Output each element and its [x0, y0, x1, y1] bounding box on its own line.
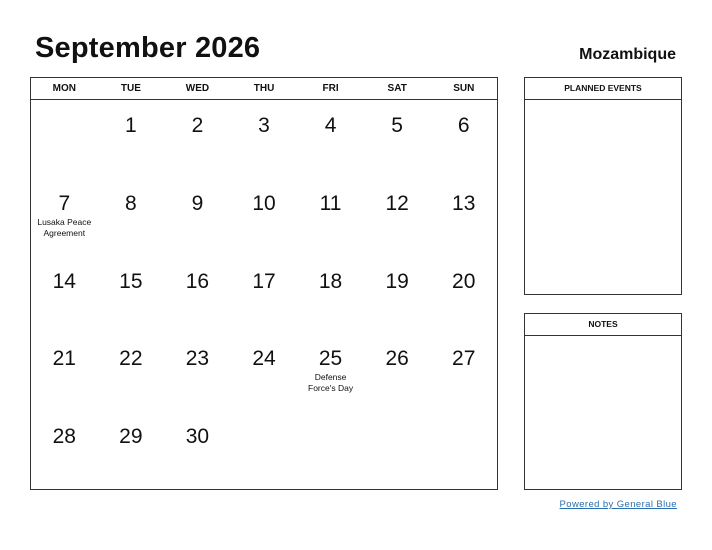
- country-label: Mozambique: [579, 46, 676, 63]
- day-cell: [364, 256, 431, 333]
- day-number: 27: [452, 347, 476, 370]
- day-cell: [31, 178, 98, 256]
- day-number: 24: [252, 347, 276, 370]
- day-cell: [430, 411, 497, 489]
- day-number: 17: [252, 270, 276, 293]
- day-cell: [297, 256, 364, 333]
- weekday-sun: SUN: [453, 83, 475, 94]
- day-cell: [31, 256, 98, 333]
- day-number: 7: [58, 192, 71, 215]
- day-cell: [297, 100, 364, 178]
- day-cell: [98, 411, 165, 489]
- day-number: 25: [318, 347, 343, 370]
- day-number: 5: [391, 114, 403, 137]
- day-cell: [164, 333, 231, 411]
- day-cell: [98, 333, 165, 411]
- day-number: 20: [452, 270, 476, 293]
- day-cell: [164, 100, 231, 178]
- day-number: 18: [318, 270, 343, 293]
- day-cell: [364, 178, 431, 256]
- day-cell: [364, 411, 431, 489]
- day-number: 10: [252, 192, 276, 215]
- day-number: 8: [125, 192, 137, 215]
- day-cell: [297, 178, 364, 256]
- day-cell: [231, 178, 298, 256]
- day-number: 3: [258, 114, 270, 137]
- planned-events-panel: [524, 77, 682, 295]
- day-cell: [164, 256, 231, 333]
- day-number: 14: [52, 270, 76, 293]
- day-cell: [430, 178, 497, 256]
- day-number: 13: [452, 192, 476, 215]
- day-number: 12: [385, 192, 409, 215]
- day-cell: [430, 333, 497, 411]
- day-number: 29: [119, 425, 143, 448]
- day-number: 15: [119, 270, 143, 293]
- day-number: 16: [185, 270, 210, 293]
- day-number: 4: [324, 114, 337, 137]
- day-cell: [231, 256, 298, 333]
- day-number: 2: [191, 114, 204, 137]
- day-cell: [31, 411, 98, 489]
- weekday-header: [31, 78, 497, 100]
- notes-panel: [524, 313, 682, 490]
- notes-heading: NOTES: [525, 314, 681, 336]
- day-number: 19: [385, 270, 409, 293]
- weekday-sat: SAT: [387, 83, 407, 94]
- holiday-label: Lusaka Peace Agreement: [37, 217, 92, 238]
- day-cell: [297, 411, 364, 489]
- day-cell: [231, 333, 298, 411]
- weekday-thu: THU: [253, 83, 275, 94]
- day-cell: [364, 100, 431, 178]
- day-cell: [164, 411, 231, 489]
- day-cells: [31, 100, 497, 489]
- day-number: 1: [125, 114, 137, 137]
- powered-by-link[interactable]: Powered by General Blue: [559, 499, 677, 510]
- day-cell: [231, 411, 298, 489]
- day-number: 21: [52, 347, 76, 370]
- day-number: 26: [385, 347, 409, 370]
- day-number: 22: [119, 347, 143, 370]
- calendar-title: September 2026: [35, 32, 261, 64]
- day-cell: [98, 100, 165, 178]
- day-cell: [297, 333, 364, 411]
- day-number: 28: [52, 425, 76, 448]
- weekday-fri: FRI: [322, 83, 339, 94]
- day-number: 23: [185, 347, 210, 370]
- planned-events-heading: PLANNED EVENTS: [525, 78, 681, 100]
- day-number: 9: [191, 192, 204, 215]
- day-cell: [231, 100, 298, 178]
- day-number: 30: [185, 425, 210, 448]
- weekday-wed: WED: [185, 83, 210, 94]
- day-cell: [31, 100, 98, 178]
- day-cell: [98, 256, 165, 333]
- day-cell: [31, 333, 98, 411]
- day-number: 11: [319, 192, 342, 215]
- day-number: 6: [457, 114, 470, 137]
- day-cell: [364, 333, 431, 411]
- day-cell: [164, 178, 231, 256]
- day-cell: [430, 100, 497, 178]
- day-cell: [98, 178, 165, 256]
- calendar-grid: [30, 77, 498, 490]
- weekday-tue: TUE: [120, 83, 141, 94]
- weekday-mon: MON: [52, 83, 76, 94]
- holiday-label: Defense Force's Day: [308, 372, 354, 393]
- day-cell: [430, 256, 497, 333]
